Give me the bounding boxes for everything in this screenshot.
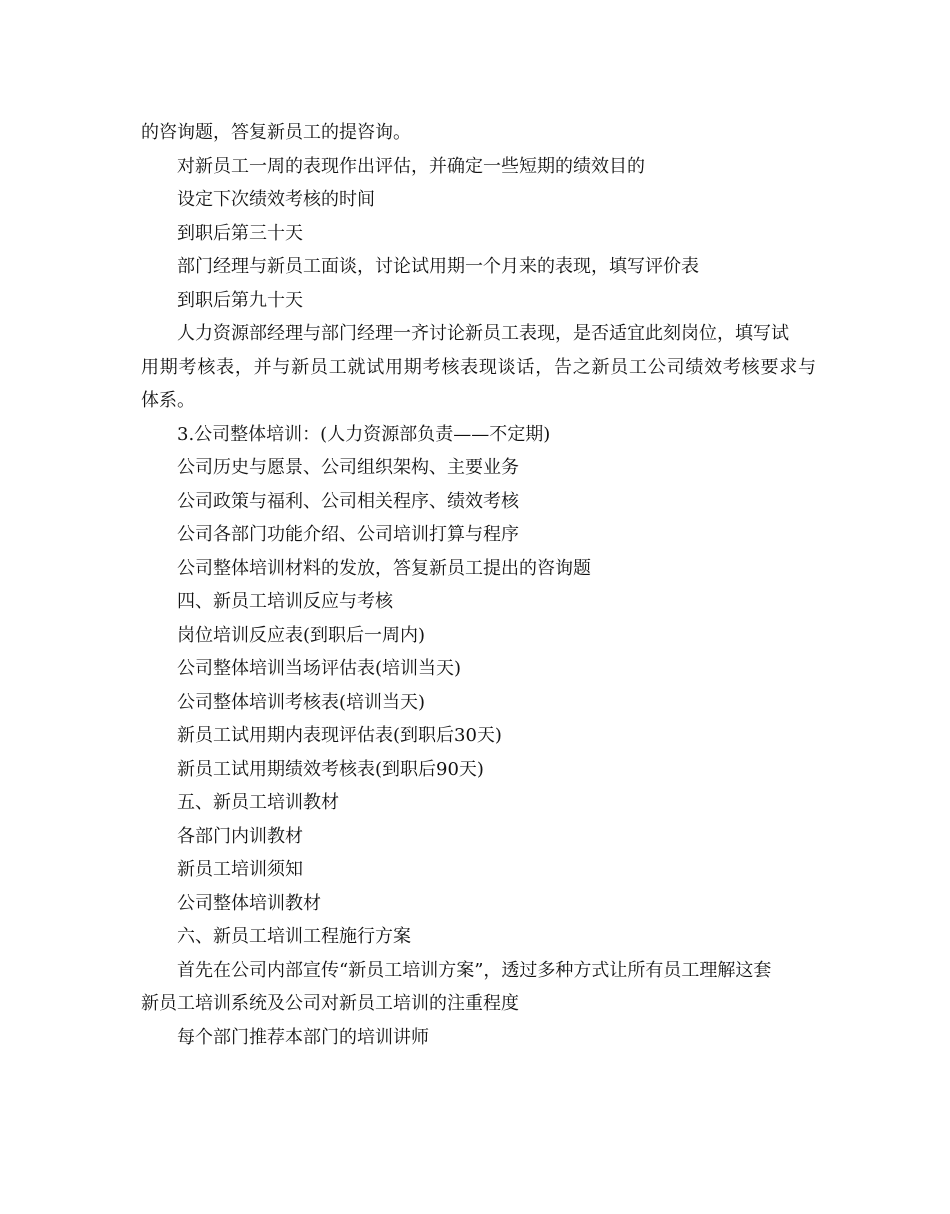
paragraph-line: 对新员工一周的表现作出评估，并确定一些短期的绩效目的 xyxy=(177,155,645,177)
paragraph-line: 用期考核表，并与新员工就试用期考核表现谈话，告之新员工公司绩效考核要求与 xyxy=(141,356,816,378)
section-heading: 3.公司整体培训：(人力资源部负责——不定期) xyxy=(177,423,551,445)
list-item: 公司整体培训当场评估表(培训当天) xyxy=(177,658,462,679)
list-item: 公司历史与愿景、公司组织架构、主要业务 xyxy=(177,457,519,478)
paragraph-line: 到职后第三十天 xyxy=(177,222,303,244)
list-item: 岗位培训反应表(到职后一周内) xyxy=(177,624,426,646)
list-item: 新员工试用期内表现评估表(到职后30天) xyxy=(177,725,502,746)
paragraph-line: 设定下次绩效考核的时间 xyxy=(177,189,375,210)
list-item: 公司各部门功能介绍、公司培训打算与程序 xyxy=(177,524,519,545)
list-item: 各部门内训教材 xyxy=(177,825,303,847)
list-item: 新员工培训须知 xyxy=(177,859,303,880)
section-heading: 六、新员工培训工程施行方案 xyxy=(177,926,411,947)
paragraph-line: 新员工培训系统及公司对新员工培训的注重程度 xyxy=(141,993,519,1014)
list-item: 新员工试用期绩效考核表(到职后90天) xyxy=(177,758,484,780)
paragraph-line: 到职后第九十天 xyxy=(177,289,303,311)
section-heading: 四、新员工培训反应与考核 xyxy=(177,591,393,612)
paragraph-line: 每个部门推荐本部门的培训讲师 xyxy=(177,1026,429,1048)
document-body xyxy=(141,116,816,1054)
list-item: 公司整体培训材料的发放，答复新员工提出的咨询题 xyxy=(177,557,591,579)
paragraph-line: 体系。 xyxy=(141,390,195,411)
section-heading: 五、新员工培训教材 xyxy=(177,792,339,813)
paragraph-line: 首先在公司内部宣传“新员工培训方案”，透过多种方式让所有员工理解这套 xyxy=(177,959,772,981)
paragraph-line: 的咨询题，答复新员工的提咨询。 xyxy=(141,122,411,143)
list-item: 公司政策与福利、公司相关程序、绩效考核 xyxy=(177,490,519,512)
paragraph-line: 人力资源部经理与部门经理一齐讨论新员工表现，是否适宜此刻岗位，填写试 xyxy=(177,323,789,344)
list-item: 公司整体培训考核表(培训当天) xyxy=(177,691,426,713)
list-item: 公司整体培训教材 xyxy=(177,892,321,914)
paragraph-line: 部门经理与新员工面谈，讨论试用期一个月来的表现，填写评价表 xyxy=(177,256,699,277)
